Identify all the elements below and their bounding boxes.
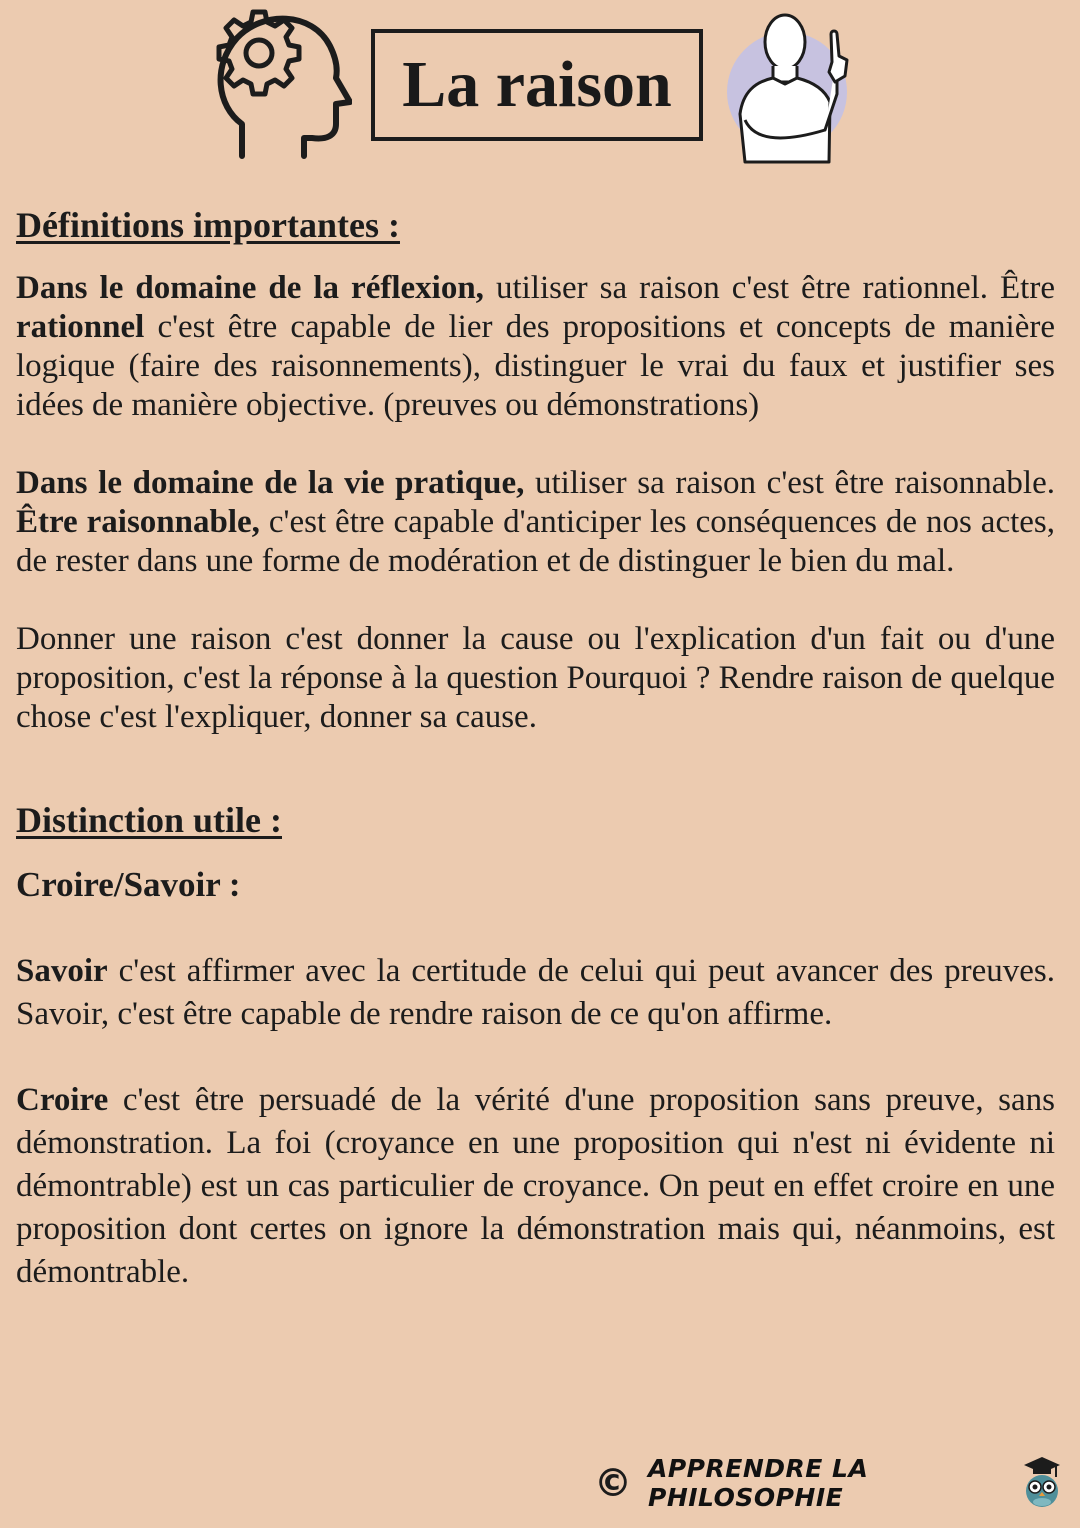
term-reflexion: Dans le domaine de la réflexion, xyxy=(16,270,484,307)
paragraph-savoir: Savoir c'est affirmer avec la certitude de celui qui peut avancer des preuves. Savoir, c'est être capable de rendre raison de ce qu'on affirme. xyxy=(16,953,1055,1033)
owl-graduate-icon xyxy=(1022,1455,1062,1509)
term-raisonnable: Être raisonnable, xyxy=(16,504,260,541)
page-header xyxy=(0,0,1080,170)
paragraph-vie-pratique: Dans le domaine de la vie pratique, utiliser sa raison c'est être raisonnable. Être raisonnable, c'est être capable d'anticiper les conséquences de nos actes, de rester dans une forme de modération et de distinguer le bien du mal. xyxy=(16,465,1055,580)
head-gear-icon xyxy=(212,6,352,166)
footer xyxy=(594,1455,1064,1511)
page-title: La raison xyxy=(371,29,703,141)
subheading-croire-savoir: Croire/Savoir : xyxy=(16,865,241,905)
term-vie-pratique: Dans le domaine de la vie pratique, xyxy=(16,465,525,502)
term-croire: Croire xyxy=(16,1082,109,1119)
section-heading-distinction: Distinction utile : xyxy=(16,800,282,841)
brand-name: APPRENDRE LA PHILOSOPHIE xyxy=(648,1454,869,1512)
main-content xyxy=(16,204,1055,1294)
section-heading-definitions: Définitions importantes : xyxy=(16,205,400,245)
paragraph-donner-raison: Donner une raison c'est donner la cause ou l'explication d'un fait ou d'une proposition, c'est la réponse à la question Pourquoi ? Rendre raison de quelque chose c'est l'expliquer, donner sa cause. xyxy=(16,621,1055,736)
copyright-symbol: © xyxy=(594,1461,632,1505)
paragraph-croire: Croire c'est être persuadé de la vérité d'une proposition sans preuve, sans démonstration. La foi (croyance en une proposition qui n'est ni évidente ni démontrable) est un cas particulier de croyance. On peut en effet croire en une proposition dont certes on ignore la démonstration mais qui, néanmoins, est démontrable. xyxy=(16,1082,1055,1291)
term-savoir: Savoir xyxy=(16,953,108,990)
thinking-person-icon xyxy=(725,2,860,167)
paragraph-reflexion: Dans le domaine de la réflexion, utiliser sa raison c'est être rationnel. Être rationnel c'est être capable de lier des propositions et concepts de manière logique (faire des raisonnements), distinguer le vrai du faux et justifier ses idées de manière objective. (preuves ou démonstrations) xyxy=(16,270,1055,424)
term-rationnel: rationnel xyxy=(16,309,145,346)
